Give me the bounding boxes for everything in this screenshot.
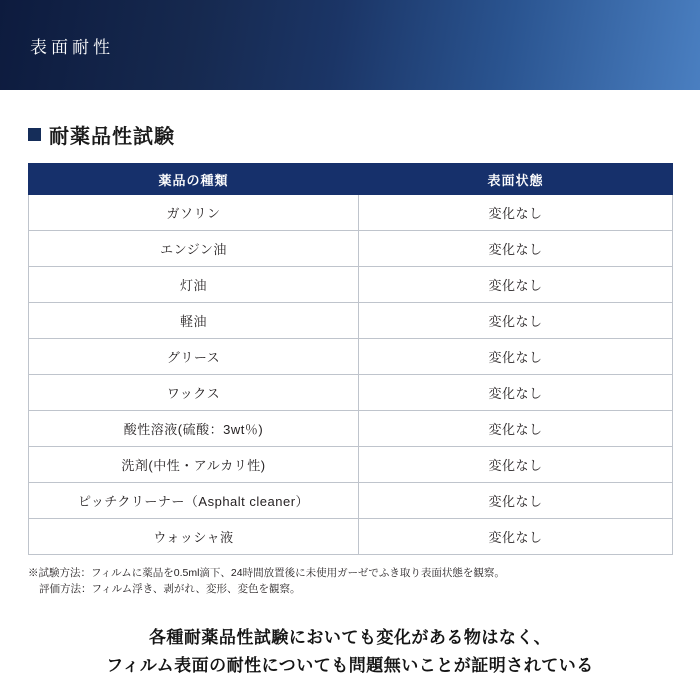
cell-state: 変化なし <box>359 411 673 447</box>
test-method-notes <box>28 565 672 598</box>
cell-state: 変化なし <box>359 375 673 411</box>
cell-chemical: 酸性溶液(硫酸：3wt％) <box>29 411 359 447</box>
table-row <box>29 195 673 231</box>
cell-state: 変化なし <box>359 339 673 375</box>
page-header-banner <box>0 0 700 90</box>
table-row <box>29 519 673 555</box>
chemical-resistance-table-wrapper <box>28 163 672 555</box>
cell-chemical: 洗剤(中性・アルカリ性) <box>29 447 359 483</box>
square-marker-icon <box>28 128 41 141</box>
cell-state: 変化なし <box>359 447 673 483</box>
table-row <box>29 267 673 303</box>
conclusion-line-1: 各種耐薬品性試験においても変化がある物はなく、 <box>148 627 552 647</box>
cell-state: 変化なし <box>359 231 673 267</box>
cell-state: 変化なし <box>359 483 673 519</box>
cell-state: 変化なし <box>359 519 673 555</box>
cell-chemical: ピッチクリーナー（Asphalt cleaner） <box>29 483 359 519</box>
cell-chemical: ガソリン <box>29 195 359 231</box>
header-title: 表面耐性 <box>30 37 114 57</box>
cell-chemical: エンジン油 <box>29 231 359 267</box>
section-title: 耐薬品性試験 <box>49 126 175 148</box>
cell-chemical: 軽油 <box>29 303 359 339</box>
cell-chemical: ウォッシャ液 <box>29 519 359 555</box>
table-row <box>29 339 673 375</box>
table-row <box>29 447 673 483</box>
table-row <box>29 411 673 447</box>
column-header-surface-state: 表面状態 <box>359 164 673 195</box>
table-row <box>29 375 673 411</box>
cell-state: 変化なし <box>359 195 673 231</box>
column-header-chemical-type: 薬品の種類 <box>29 164 359 195</box>
chemical-resistance-table <box>28 163 673 555</box>
table-row <box>29 483 673 519</box>
table-header-row <box>29 164 673 195</box>
note-test-method: ※試験方法：フィルムに薬品を0.5ml滴下、24時間放置後に未使用ガーゼでふき取り表面状態を観察。 <box>28 567 505 579</box>
cell-state: 変化なし <box>359 267 673 303</box>
cell-chemical: 灯油 <box>29 267 359 303</box>
section-heading <box>28 120 700 149</box>
table-row <box>29 231 673 267</box>
cell-chemical: ワックス <box>29 375 359 411</box>
conclusion-line-2: フィルム表面の耐性についても問題無いことが証明されている <box>106 656 594 676</box>
table-row <box>29 303 673 339</box>
cell-chemical: グリース <box>29 339 359 375</box>
conclusion-text <box>0 624 700 682</box>
note-evaluation-method: 評価方法：フィルム浮き、剥がれ、変形、変色を観察。 <box>39 583 301 596</box>
cell-state: 変化なし <box>359 303 673 339</box>
